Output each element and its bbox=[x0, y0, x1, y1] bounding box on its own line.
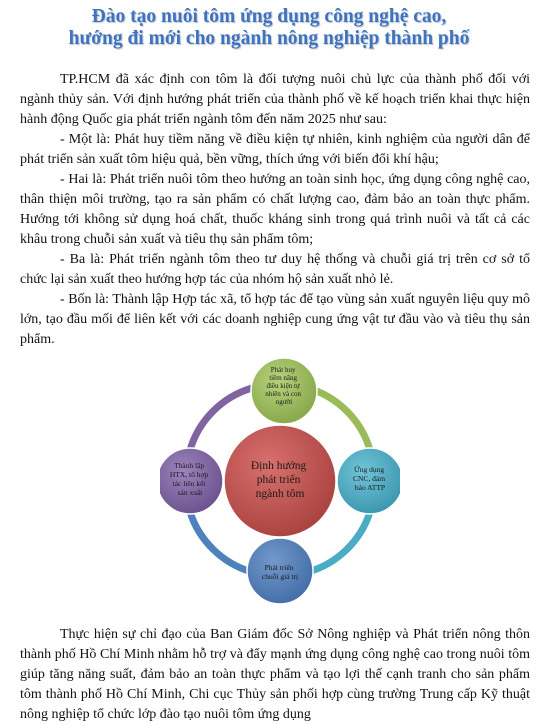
cycle-diagram bbox=[160, 350, 400, 610]
intro-paragraph: TP.HCM đã xác định con tôm là đối tượng nuôi chủ lực của thành phố đối với ngành thủy sản. Với định hướng phát triển của thành phố về kế hoạch triển khai thực hiện hành động Quốc gia phát triển ngành tôm đến năm 2025 như sau: bbox=[20, 72, 530, 127]
right-label-1: Ứng dụng bbox=[353, 465, 385, 474]
right-label-3: bảo ATTP bbox=[354, 483, 386, 492]
top-label-2: tiềm năng bbox=[269, 374, 298, 382]
left-label-4: sản xuất bbox=[177, 488, 203, 497]
bottom-label-2: chuỗi giá trị bbox=[261, 572, 299, 581]
point-three-paragraph: - Ba là: Phát triển ngành tôm theo tư duy hệ thống và chuỗi giá trị trên cơ sở tổ chức lại sản xuất theo hướng hợp tác của nhóm hộ sản xuất nhỏ lẻ. bbox=[20, 252, 530, 287]
page-title bbox=[0, 6, 538, 50]
svg-text:Phát triển chuỗi giá trị bbox=[262, 563, 298, 581]
left-label-1: Thành lập bbox=[173, 461, 205, 470]
point-four-paragraph: - Bốn là: Thành lập Hợp tác xã, tổ hợp tác để tạo vùng sản xuất nguyên liệu quy mô lớn, tạo đầu mối để liên kết với các doanh nghiệp cung ứng vật tư đầu vào và tiêu thụ sản phẩm. bbox=[20, 292, 530, 347]
center-label-3: ngành tôm bbox=[255, 488, 305, 500]
footer-paragraph: Thực hiện sự chỉ đạo của Ban Giám đốc Sở Nông nghiệp và Phát triển nông thôn thành phố Hồ Chí Minh nhằm hỗ trợ và đẩy mạnh ứng dụng công nghệ cao trong nuôi tôm giúp tăng năng suất, đảm bảo an toàn thực phẩm và tạo lợi thế cạnh tranh cho sản phẩm tôm thành phố Hồ Chí Minh, Chi cục Thủy sản phối hợp cùng trường Trung cấp Kỹ thuật nông nghiệp tổ chức lớp đào tạo nuôi tôm ứng dụng bbox=[20, 627, 530, 722]
article-body bbox=[20, 70, 530, 350]
left-label-3: tác liên kết bbox=[172, 479, 206, 488]
point-one-paragraph: - Một là: Phát huy tiềm năng về điều kiện tự nhiên, kinh nghiệm của người dân để phát triển sản xuất tôm hiệu quả, bền vững, thích ứng với biến đổi khí hậu; bbox=[20, 132, 530, 167]
svg-text:Ứng dụng CNC, đảm bbox=[353, 464, 387, 492]
left-label-2: HTX, tổ hợp bbox=[169, 470, 209, 479]
title-line-2: hướng đi mới cho ngành nông nghiệp thành phố bbox=[68, 28, 470, 49]
point-two-paragraph: - Hai là: Phát triển nuôi tôm theo hướng an toàn sinh học, ứng dụng công nghệ cao, thân thiện môi trường, tạo ra sản phẩm có chất lượng cao, đảm bảo an toàn thực phẩm. Hướng tới không sử dụng hoá chất, thuốc kháng sinh trong quá trình nuôi và tất cả các khâu trong chuỗi sản xuất và tiêu thụ sản phẩm tôm; bbox=[20, 172, 530, 247]
top-label-1: Phát huy bbox=[270, 366, 296, 374]
svg-text:Định hướng phát triển bbox=[251, 460, 309, 500]
center-label-1: Định hướng bbox=[250, 460, 307, 472]
right-label-2: CNC, đảm bbox=[353, 474, 386, 483]
top-label-4: nhiên và con bbox=[265, 390, 302, 398]
top-label-3: điều kiện tự bbox=[266, 382, 300, 390]
center-label-2: phát triển bbox=[256, 474, 301, 486]
cycle-diagram-svg bbox=[160, 350, 400, 610]
bottom-label-1: Phát triển bbox=[264, 563, 294, 572]
footer-paragraph-block bbox=[20, 625, 530, 725]
title-line-1: Đào tạo nuôi tôm ứng dụng công nghệ cao, bbox=[91, 6, 447, 27]
top-label-5: người bbox=[275, 398, 293, 406]
